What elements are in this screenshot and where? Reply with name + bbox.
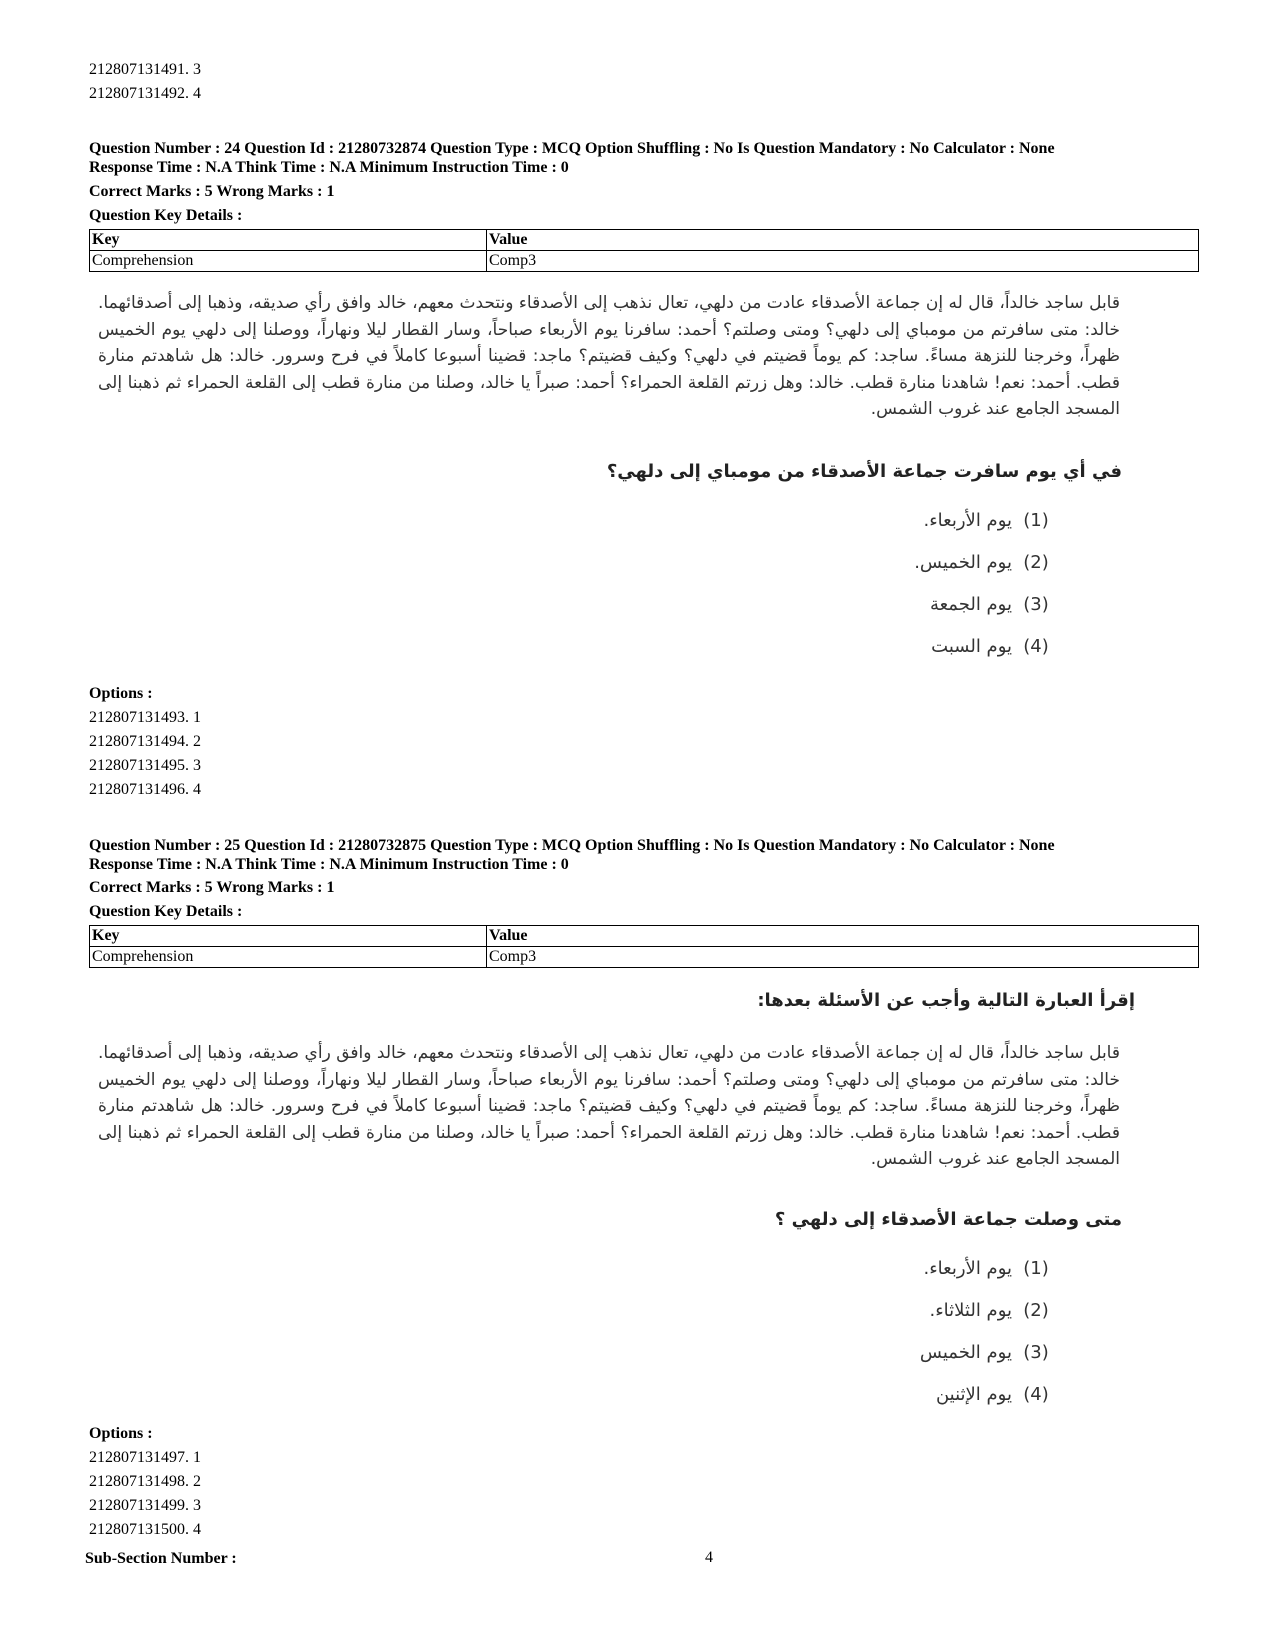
table-cell-value: Comp3 bbox=[487, 947, 1199, 968]
option-line: 212807131499. 3 bbox=[89, 1497, 201, 1514]
choice-number: (4) bbox=[1023, 1384, 1049, 1405]
choice-number: (2) bbox=[1023, 1300, 1049, 1321]
choice-text: يوم الأربعاء. bbox=[923, 1258, 1012, 1279]
choice-text: يوم الجمعة bbox=[929, 594, 1012, 615]
answer-choice bbox=[930, 594, 1060, 615]
page-number: 4 bbox=[705, 1549, 713, 1566]
option-line: 212807131497. 1 bbox=[89, 1449, 201, 1466]
option-line: 212807131495. 3 bbox=[89, 757, 201, 774]
comprehension-passage: قابل ساجد خالداً، قال له إن جماعة الأصدقاء عادت من دلهي، تعال نذهب إلى الأصدقاء ونتحدث معهم، خالد وافق رأي صديقه، وذهبا إلى أصدقائهما. خالد: متى سافرتم من مومباي إلى دلهي؟ ومتى وصلتم؟ أحمد: سافرنا يوم الأربعاء صباحاً، وسار القطار ليلا ونهاراً، ووصلنا إلى دلهي يوم الخميس ظهراً، وخرجنا للنزهة مساءً. ساجد: كم يوماً قضيتم في دلهي؟ وكيف قضيتم؟ ماجد: قضينا أسبوعا كاملاً في فرح وسرور. خالد: هل شاهدتم منارة قطب. أحمد: نعم! شاهدنا منارة قطب. خالد: وهل زرتم القلعة الحمراء؟ أحمد: صبراً يا خالد، وصلنا من منارة قطب إلى القلعة الحمراء ثم ذهبنا إلى المسجد الجامع عند غروب الشمس. bbox=[98, 1043, 1120, 1170]
choice-text: يوم الخميس bbox=[919, 1342, 1012, 1363]
question-text: متى وصلت جماعة الأصدقاء إلى دلهي ؟ bbox=[774, 1209, 1122, 1230]
answer-choice bbox=[929, 1300, 1060, 1321]
marks-line: Correct Marks : 5 Wrong Marks : 1 bbox=[89, 183, 335, 200]
answer-choice bbox=[931, 636, 1060, 657]
answer-choice bbox=[924, 1258, 1061, 1279]
question-24-header bbox=[89, 139, 1199, 177]
subsection-label: Sub-Section Number : bbox=[85, 1550, 237, 1567]
choice-number: (4) bbox=[1023, 636, 1049, 657]
answer-choice bbox=[920, 1342, 1060, 1363]
option-line: 212807131493. 1 bbox=[89, 709, 201, 726]
answer-choice bbox=[914, 552, 1060, 573]
choice-text: يوم الإثنين bbox=[935, 1384, 1012, 1405]
option-line: 212807131491. 3 bbox=[89, 61, 201, 78]
answer-choice bbox=[924, 510, 1061, 531]
choice-number: (3) bbox=[1023, 1342, 1049, 1363]
table-cell-key: Comprehension bbox=[90, 251, 487, 272]
choice-number: (2) bbox=[1023, 552, 1049, 573]
table-row bbox=[90, 947, 1199, 968]
option-line: 212807131496. 4 bbox=[89, 781, 201, 798]
question-key-table bbox=[89, 925, 1199, 968]
table-header-value: Value bbox=[487, 926, 1199, 947]
option-line: 212807131492. 4 bbox=[89, 85, 201, 102]
marks-line: Correct Marks : 5 Wrong Marks : 1 bbox=[89, 879, 335, 896]
option-line: 212807131500. 4 bbox=[89, 1521, 201, 1538]
table-cell-key: Comprehension bbox=[90, 947, 487, 968]
option-line: 212807131494. 2 bbox=[89, 733, 201, 750]
question-header-line: Question Number : 24 Question Id : 21280732874 Question Type : MCQ Option Shuffling : No Is Question Mandatory : No Calculator : None bbox=[89, 140, 1055, 157]
key-details-label: Question Key Details : bbox=[89, 207, 243, 224]
question-header-line: Response Time : N.A Think Time : N.A Minimum Instruction Time : 0 bbox=[89, 159, 569, 176]
table-cell-value: Comp3 bbox=[487, 251, 1199, 272]
choice-text: يوم الأربعاء. bbox=[923, 510, 1012, 531]
choice-number: (1) bbox=[1023, 510, 1049, 531]
question-25-header bbox=[89, 836, 1199, 874]
choice-number: (1) bbox=[1023, 1258, 1049, 1279]
question-text: في أي يوم سافرت جماعة الأصدقاء من مومباي إلى دلهي؟ bbox=[606, 461, 1122, 482]
option-line: 212807131498. 2 bbox=[89, 1473, 201, 1490]
options-label: Options : bbox=[89, 685, 153, 702]
table-header-value: Value bbox=[487, 230, 1199, 251]
choice-text: يوم الخميس. bbox=[914, 552, 1012, 573]
choice-text: يوم الثلاثاء. bbox=[929, 1300, 1012, 1321]
question-header-line: Response Time : N.A Think Time : N.A Minimum Instruction Time : 0 bbox=[89, 856, 569, 873]
table-header-key: Key bbox=[90, 230, 487, 251]
question-key-table bbox=[89, 229, 1199, 272]
choice-number: (3) bbox=[1023, 594, 1049, 615]
comprehension-passage: قابل ساجد خالداً، قال له إن جماعة الأصدقاء عادت من دلهي، تعال نذهب إلى الأصدقاء ونتحدث معهم، خالد وافق رأي صديقه، وذهبا إلى أصدقائهما. خالد: متى سافرتم من مومباي إلى دلهي؟ ومتى وصلتم؟ أحمد: سافرنا يوم الأربعاء صباحاً، وسار القطار ليلا ونهاراً، ووصلنا إلى دلهي يوم الخميس ظهراً، وخرجنا للنزهة مساءً. ساجد: كم يوماً قضيتم في دلهي؟ وكيف قضيتم؟ ماجد: قضينا أسبوعا كاملاً في فرح وسرور. خالد: هل شاهدتم منارة قطب. أحمد: نعم! شاهدنا منارة قطب. خالد: وهل زرتم القلعة الحمراء؟ أحمد: صبراً يا خالد، وصلنا من منارة قطب إلى القلعة الحمراء ثم ذهبنا إلى المسجد الجامع عند غروب الشمس. bbox=[98, 293, 1120, 420]
options-label: Options : bbox=[89, 1425, 153, 1442]
table-row bbox=[90, 251, 1199, 272]
table-header-row bbox=[90, 230, 1199, 251]
question-header-line: Question Number : 25 Question Id : 21280732875 Question Type : MCQ Option Shuffling : No Is Question Mandatory : No Calculator : None bbox=[89, 837, 1055, 854]
answer-choice bbox=[936, 1384, 1060, 1405]
table-header-key: Key bbox=[90, 926, 487, 947]
key-details-label: Question Key Details : bbox=[89, 903, 243, 920]
instruction-text: إقرأ العبارة التالية وأجب عن الأسئلة بعدها: bbox=[757, 990, 1135, 1011]
choice-text: يوم السبت bbox=[931, 636, 1012, 657]
table-header-row bbox=[90, 926, 1199, 947]
